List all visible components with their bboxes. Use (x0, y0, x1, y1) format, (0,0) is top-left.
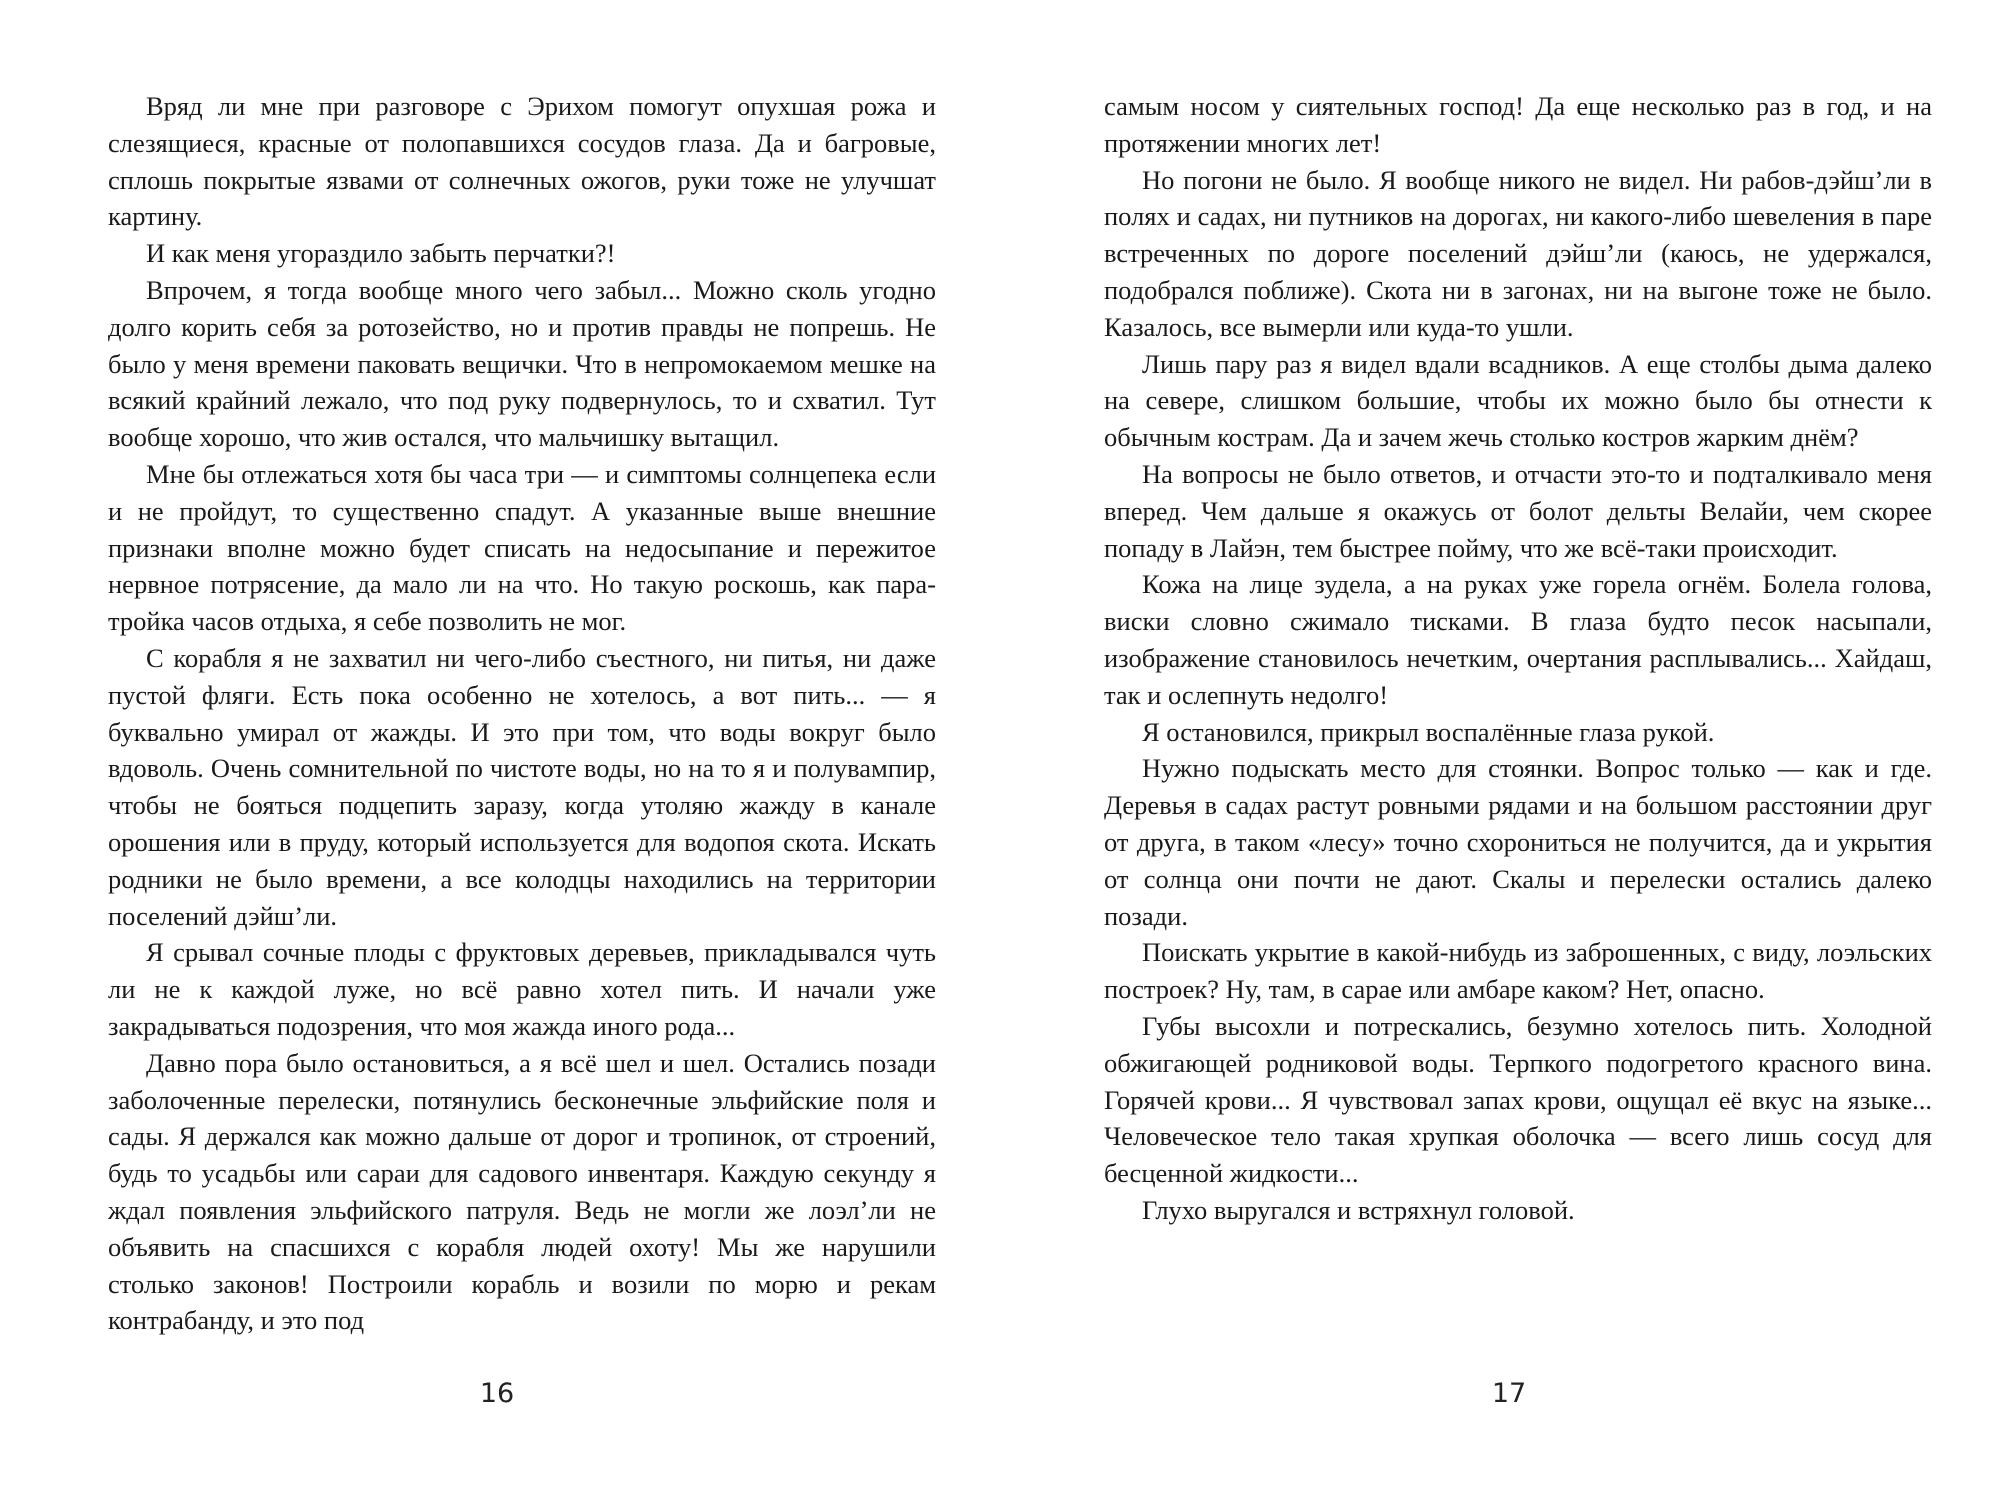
page-number-right: 17 (1491, 1378, 1527, 1409)
left-page (108, 88, 936, 1339)
right-page (1104, 88, 1932, 1229)
paragraph: Кожа на лице зудела, а на руках уже горела огнём. Болела голова, виски словно сжимало тисками. В глаза будто песок насыпали, изображение становилось нечетким, очертания расплывались... Хайдаш, так и ослепнуть недолго! (1104, 569, 1932, 710)
paragraph: Поискать укрытие в какой-нибудь из заброшенных, с виду, лоэльских построек? Ну, там, в сарае или амбаре каком? Нет, опасно. (1104, 937, 1932, 1005)
paragraph: Я остановился, прикрыл воспалённые глаза рукой. (1142, 716, 1715, 747)
paragraph: С корабля я не захватил ни чего-либо съестного, ни питья, ни даже пустой фляги. Есть пока особенно не хотелось, а вот пить... — я буквально умирал от жажды. И это при том, что воды вокруг было вдоволь. Очень сомнительной по чистоте воды, но на то я и полувампир, чтобы не бояться подцепить заразу, когда утоляю жажду в канале орошения или в пруду, который используется для водопоя скота. Искать родники не было времени, а все колодцы находились на территории поселений дэйш’ли. (108, 642, 936, 931)
paragraph-continuation: самым носом у сиятельных господ! Да еще несколько раз в год, и на протяжении многих лет! (1104, 91, 1932, 158)
paragraph: Давно пора было остановиться, а я всё шел и шел. Остались позади заболоченные перелески, потянулись бесконечные эльфийские поля и сады. Я держался как можно дальше от дорог и тропинок, от строений, будь то усадьбы или сараи для садового инвентаря. Каждую секунду я ждал появления эльфийского патруля. Ведь не могли же лоэл’ли не объявить на спасшихся с корабля людей охоту! Мы же нарушили столько законов! Построили корабль и возили по морю и рекам контрабанду, и это под (108, 1047, 936, 1336)
page-number-left: 16 (479, 1378, 515, 1409)
paragraph: Вряд ли мне при разговоре с Эрихом помогут опухшая рожа и слезящиеся, красные от полопавшихся сосудов глаза. Да и багровые, сплошь покрытые язвами от солнечных ожогов, руки тоже не улучшат картину. (108, 91, 936, 232)
paragraph: И как меня угораздило забыть перчатки?! (146, 238, 616, 269)
paragraph: Я срывал сочные плоды с фруктовых деревьев, прикладывался чуть ли не к каждой луже, но всё равно хотел пить. И начали уже закрадываться подозрения, что моя жажда иного рода... (108, 937, 936, 1041)
paragraph: Нужно подыскать место для стоянки. Вопрос только — как и где. Деревья в садах растут ровными рядами и на большом расстоянии друг от друга, в таком «лесу» точно схорониться не получится, да и укрытия от солнца они почти не дают. Скалы и перелески остались далеко позади. (1104, 753, 1932, 931)
paragraph: Губы высохли и потрескались, безумно хотелось пить. Холодной обжигающей родниковой воды. Терпкого подогретого красного вина. Горячей крови... Я чувствовал запах крови, ощущал её вкус на языке... Человеческое тело такая хрупкая оболочка — всего лишь сосуд для бесценной жидкости... (1104, 1010, 1932, 1189)
paragraph: На вопросы не было ответов, и отчасти это-то и подталкивало меня вперед. Чем дальше я окажусь от болот дельты Велайи, чем скорее попаду в Лайэн, тем быстрее пойму, что же всё-таки происходит. (1104, 458, 1932, 563)
paragraph: Лишь пару раз я видел вдали всадников. А еще столбы дыма далеко на севере, слишком большие, чтобы их можно было бы отнести к обычным кострам. Да и зачем жечь столько костров жарким днём? (1104, 348, 1932, 453)
paragraph: Впрочем, я тогда вообще много чего забыл... Можно сколь угодно долго корить себя за ротозейство, но и против правды не попрешь. Не было у меня времени паковать вещички. Что в непромокаемом мешке на всякий крайний лежало, что под руку подвернулось, то и схватил. Тут вообще хорошо, что жив остался, что мальчишку вытащил. (108, 274, 936, 453)
paragraph: Но погони не было. Я вообще никого не видел. Ни рабов-дэйш’ли в полях и садах, ни путников на дорогах, ни какого-либо шевеления в паре встреченных по дороге поселений дэйш’ли (каюсь, не удержался, подобрался поближе). Скота ни в загонах, ни на выгоне тоже не было. Казалось, все вымерли или куда-то ушли. (1104, 164, 1932, 342)
paragraph: Мне бы отлежаться хотя бы часа три — и симптомы солнцепека если и не пройдут, то существенно спадут. А указанные выше внешние признаки вполне можно будет списать на недосыпание и пережитое нервное потрясение, да мало ли на что. Но такую роскошь, как пара-тройка часов отдыха, я себе позволить не мог. (108, 458, 936, 637)
paragraph: Глухо выругался и встряхнул головой. (1142, 1194, 1575, 1225)
